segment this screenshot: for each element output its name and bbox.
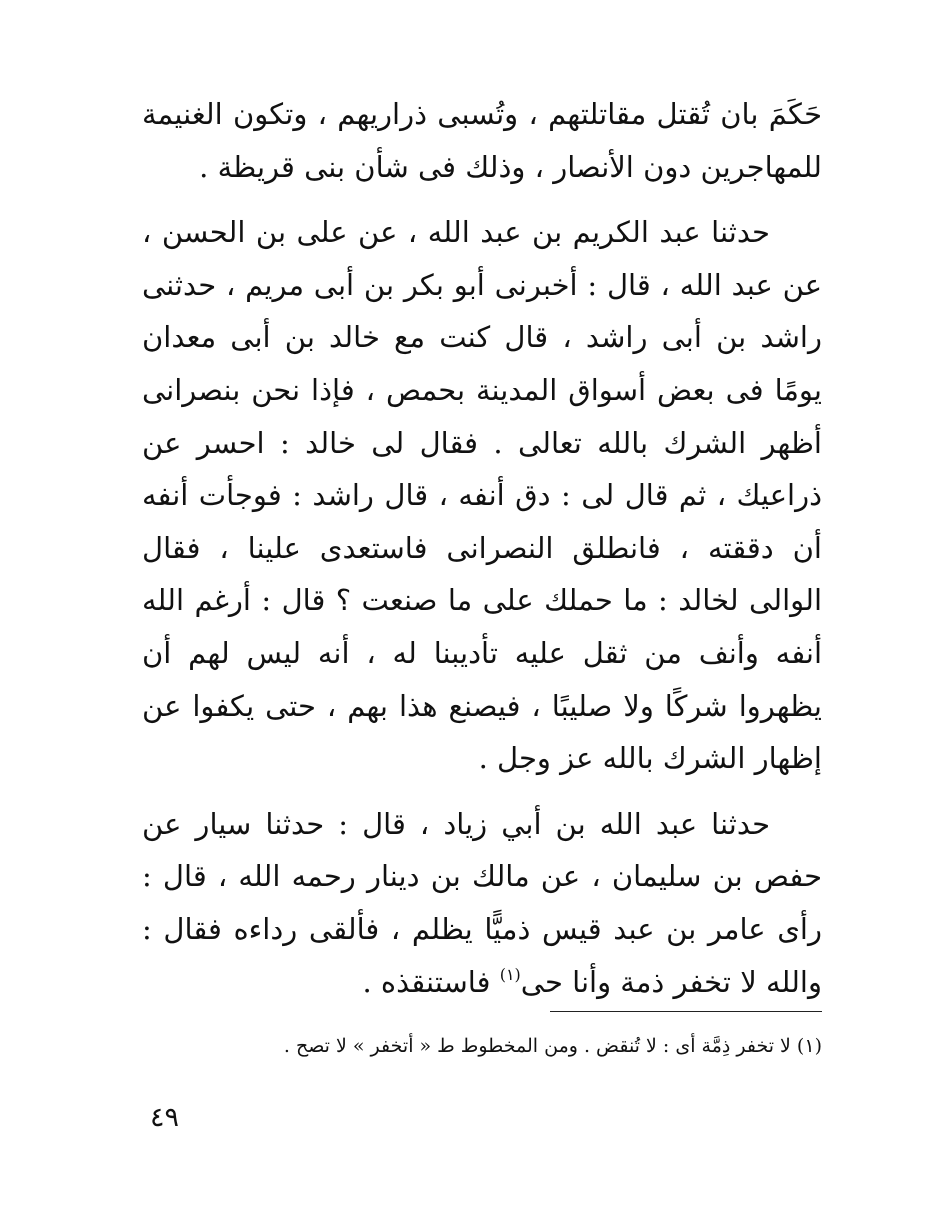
paragraph-2: حدثنا عبد الكريم بن عبد الله ، عن على بن الحسن ، عن عبد الله ، قال : أخبرنى أبو بكر بن أبى مريم ، حدثنى راشد بن أبى راشد ، قال كنت مع خالد بن أبى معدان يومًا فى بعض أسواق المدينة بحمص ، فإذا نحن بنصرانى أظهر الشرك بالله تعالى . فقال لى خالد : احسر عن ذراعيك ، ثم قال لى : دق أنفه ، قال راشد : فوجأت أنفه أن دققته ، فانطلق النصرانى فاستعدى علينا ، فقال الوالى لخالد : ما حملك على ما صنعت ؟ قال : أرغم الله أنفه وأنف من ثقل عليه تأديبنا له ، أنه ليس لهم أن يظهروا شركًا ولا صليبًا ، فيصنع هذا بهم ، حتى يكفوا عن إظهار الشرك بالله عز وجل . bbox=[142, 215, 822, 776]
paragraph-3-tail: فاستنقذه . bbox=[362, 964, 500, 999]
paragraph-1: حَكَمَ بان تُقتل مقاتلتهم ، وتُسبى ذراريهم ، وتكون الغنيمة للمهاجرين دون الأنصار ، وذلك فى شأن بنى قريظة . bbox=[142, 97, 822, 184]
footnote-marker: (١) bbox=[499, 964, 521, 984]
paragraph-3 bbox=[142, 798, 822, 1008]
body-text bbox=[142, 88, 822, 1008]
footnote-separator bbox=[550, 1011, 822, 1012]
paragraph-3-text: حدثنا عبد الله بن أبي زياد ، قال : حدثنا سيار عن حفص بن سليمان ، عن مالك بن دينار رحمه الله ، قال : رأى عامر بن عبد قيس ذميًّا يظلم ، فألقى رداءه فقال : والله لا تخفر ذمة وأنا حى bbox=[142, 806, 822, 999]
footnote: (١) لا تخفر ذِمَّة أى : لا تُنقض . ومن المخطوط ط « أتخفر » لا تصح . bbox=[283, 1035, 822, 1057]
page-number: ٤٩ bbox=[150, 1102, 180, 1133]
